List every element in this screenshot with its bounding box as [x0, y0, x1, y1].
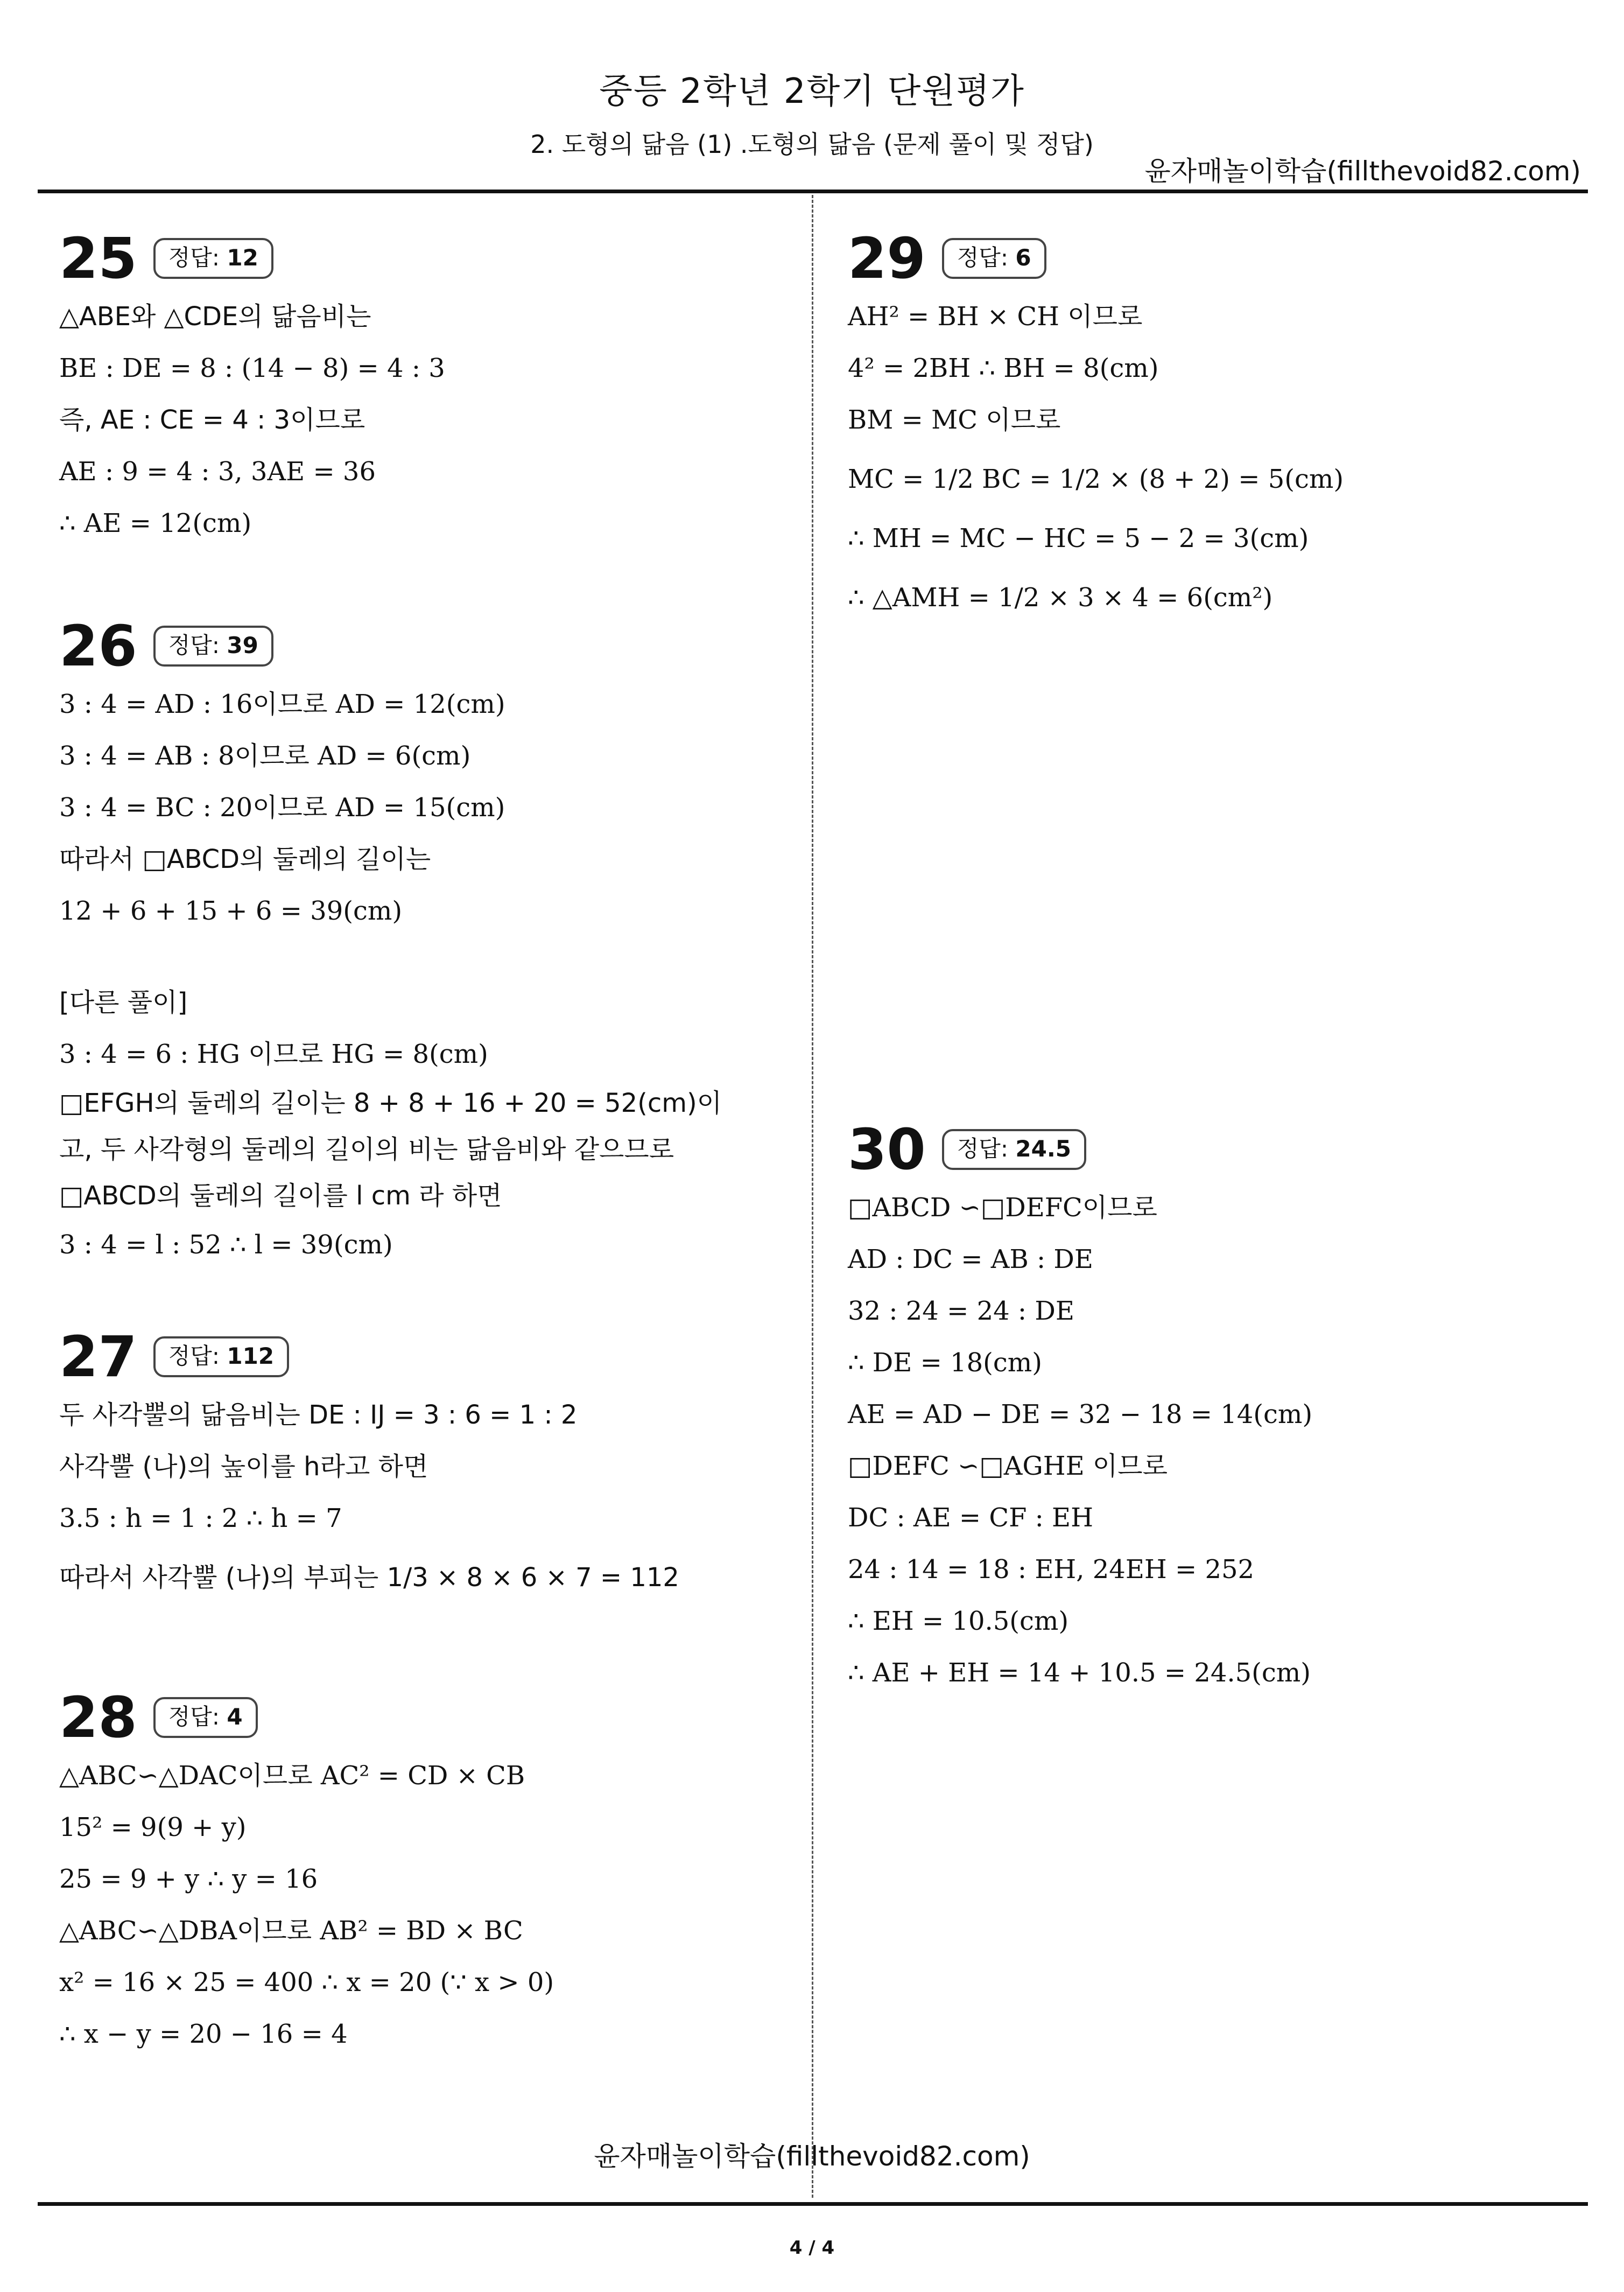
answer-badge	[153, 1336, 289, 1377]
solution-line: ∴ △AMH = 1/2 × 3 × 4 = 6(cm²)	[848, 583, 1273, 613]
solution-line: 따라서 사각뿔 (나)의 부피는 1/3 × 8 × 6 × 7 = 112	[59, 1562, 679, 1593]
solution-line: 3 : 4 = AB : 8이므로 AD = 6(cm)	[59, 741, 471, 771]
solution-line: MC = 1/2 BC = 1/2 × (8 + 2) = 5(cm)	[848, 464, 1344, 494]
problem-number: 26	[59, 613, 137, 679]
page-title: 중등 2학년 2학기 단원평가	[599, 72, 1025, 111]
solution-line: 12 + 6 + 15 + 6 = 39(cm)	[59, 896, 403, 926]
problem-number: 25	[59, 226, 137, 291]
problem-30	[848, 1117, 1312, 1699]
solution-line: ∴ AE + EH = 14 + 10.5 = 24.5(cm)	[848, 1658, 1311, 1688]
answer-value: 4	[227, 1704, 243, 1730]
solution-line: 3.5 : h = 1 : 2 ∴ h = 7	[59, 1503, 342, 1533]
answer-label: 정답:	[168, 1704, 220, 1730]
solution-line: 24 : 14 = 18 : EH, 24EH = 252	[848, 1554, 1255, 1585]
answer-badge	[153, 626, 273, 667]
bottom-rule	[38, 2202, 1588, 2206]
top-rule	[38, 190, 1588, 193]
answer-value: 112	[227, 1343, 275, 1369]
answer-value: 12	[227, 244, 258, 271]
solution-line: 3 : 4 = 6 : HG 이므로 HG = 8(cm)	[59, 1039, 488, 1069]
solution-line: DC : AE = CF : EH	[848, 1503, 1093, 1533]
answer-label: 정답:	[168, 632, 220, 658]
solution-line: 고, 두 사각형의 둘레의 길이의 비는 닮음비와 같으므로	[59, 1134, 674, 1165]
solution-line: ∴ x − y = 20 − 16 = 4	[59, 2019, 348, 2049]
column-divider	[812, 195, 813, 2198]
header-site-credit: 윤자매놀이학습(fillthevoid82.com)	[1144, 156, 1581, 187]
problem-26	[59, 614, 722, 1271]
problem-number: 30	[848, 1117, 926, 1182]
solution-line: BE : DE = 8 : (14 − 8) = 4 : 3	[59, 353, 445, 383]
answer-badge	[942, 238, 1046, 279]
solution-line: ∴ DE = 18(cm)	[848, 1348, 1042, 1378]
blank-line	[59, 937, 722, 977]
answer-label: 정답:	[168, 1343, 220, 1369]
alt-solution-heading: [다른 풀이]	[59, 987, 188, 1018]
answer-value: 24.5	[1015, 1136, 1072, 1162]
solution-line: □ABCD의 둘레의 길이를 l cm 라 하면	[59, 1181, 502, 1211]
answer-value: 39	[227, 632, 258, 658]
solution-line: 3 : 4 = BC : 20이므로 AD = 15(cm)	[59, 793, 505, 823]
solution-line: □ABCD ∽□DEFC이므로	[848, 1193, 1157, 1223]
answer-value: 6	[1015, 244, 1031, 271]
problem-29	[848, 226, 1344, 631]
solution-line: BM = MC 이므로	[848, 405, 1061, 435]
solution-line: △ABC∽△DAC이므로 AC² = CD × CB	[59, 1761, 525, 1791]
solution-line: 사각뿔 (나)의 높이를 h라고 하면	[59, 1452, 428, 1482]
solution-line: △ABE와 △CDE의 닮음비는	[59, 302, 371, 332]
solution-line: □DEFC ∽□AGHE 이므로	[848, 1451, 1168, 1481]
solution-line: ∴ AE = 12(cm)	[59, 508, 252, 538]
page-number: 4 / 4	[789, 2237, 835, 2259]
page-subtitle: 2. 도형의 닮음 (1) .도형의 닮음 (문제 풀이 및 정답)	[530, 130, 1094, 159]
solution-line: AH² = BH × CH 이므로	[848, 302, 1143, 332]
problem-number: 28	[59, 1685, 137, 1750]
problem-number: 27	[59, 1324, 137, 1390]
solution-line: 32 : 24 = 24 : DE	[848, 1296, 1074, 1326]
solution-line: 15² = 9(9 + y)	[59, 1812, 247, 1842]
solution-line: ∴ MH = MC − HC = 5 − 2 = 3(cm)	[848, 523, 1309, 553]
answer-badge	[942, 1129, 1086, 1170]
footer-site-credit: 윤자매놀이학습(fillthevoid82.com)	[594, 2141, 1030, 2172]
solution-line: AE : 9 = 4 : 3, 3AE = 36	[59, 457, 376, 487]
answer-label: 정답:	[957, 1136, 1009, 1162]
solution-line: 3 : 4 = AD : 16이므로 AD = 12(cm)	[59, 689, 505, 719]
solution-line: 25 = 9 + y ∴ y = 16	[59, 1864, 318, 1894]
problem-25	[59, 226, 445, 549]
solution-line: 두 사각뿔의 닮음비는 DE : IJ = 3 : 6 = 1 : 2	[59, 1400, 578, 1430]
solution-line: 4² = 2BH ∴ BH = 8(cm)	[848, 353, 1159, 383]
answer-badge	[153, 238, 273, 279]
problem-28	[59, 1685, 554, 2060]
solution-line: AE = AD − DE = 32 − 18 = 14(cm)	[848, 1399, 1313, 1429]
solution-line: 3 : 4 = l : 52 ∴ l = 39(cm)	[59, 1230, 393, 1260]
solution-line: 즉, AE : CE = 4 : 3이므로	[59, 405, 365, 435]
problem-27	[59, 1324, 679, 1611]
solution-line: x² = 16 × 25 = 400 ∴ x = 20 (∵ x > 0)	[59, 1967, 554, 1997]
problem-number: 29	[848, 226, 926, 291]
answer-label: 정답:	[168, 244, 220, 271]
solution-line: 따라서 □ABCD의 둘레의 길이는	[59, 844, 431, 874]
answer-label: 정답:	[957, 244, 1009, 271]
solution-line: □EFGH의 둘레의 길이는 8 + 8 + 16 + 20 = 52(cm)이	[59, 1088, 722, 1118]
answer-badge	[153, 1697, 258, 1738]
solution-line: ∴ EH = 10.5(cm)	[848, 1606, 1069, 1636]
solution-line: AD : DC = AB : DE	[848, 1244, 1093, 1274]
solution-line: △ABC∽△DBA이므로 AB² = BD × BC	[59, 1916, 523, 1946]
